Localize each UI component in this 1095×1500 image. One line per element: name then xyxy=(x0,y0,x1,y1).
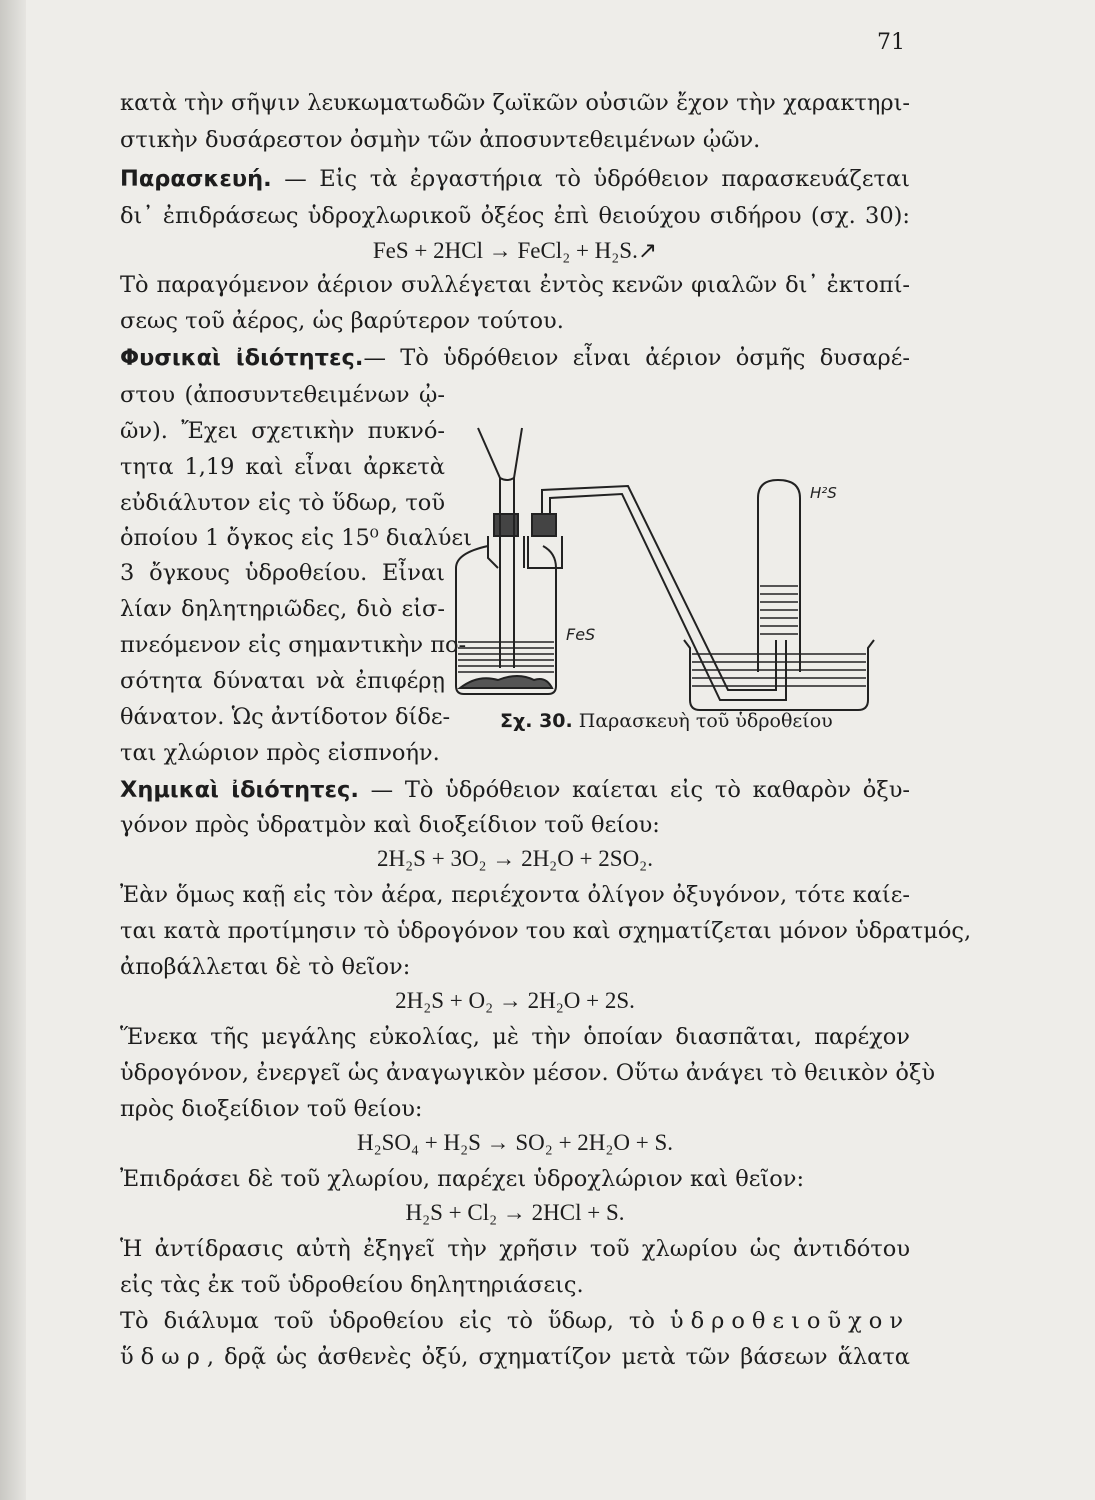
collecting-cylinder xyxy=(758,480,800,672)
preparation-heading: Παρασκευή. xyxy=(120,166,272,192)
text-line: πρὸς διοξείδιον τοῦ θείου: xyxy=(120,1096,423,1122)
equation-fes: FeS + 2HCl → FeCl₂ + H₂S.↗ xyxy=(372,238,658,263)
text-line: ται χλώριον πρὸς εἰσπνοήν. xyxy=(120,740,440,766)
caption-number: Σχ. 30. xyxy=(500,710,573,732)
text-span: , δρᾷ ὡς ἀσθενὲς ὀξύ, σχηματίζον μετὰ τῶν βάσεων ἅλατα xyxy=(206,1344,910,1370)
text-span: Τὸ διάλυμα τοῦ ὑδροθείου εἰς τὸ ὕδωρ, τὸ xyxy=(120,1308,670,1334)
text-line xyxy=(120,1308,910,1334)
text-line: Ἡ ἀντίδρασις αὐτὴ ἐξηγεῖ τὴν χρῆσιν τοῦ χλωρίου ὡς ἀντιδότου xyxy=(120,1236,910,1262)
text-span: — Τὸ ὑδρόθειον καίεται εἰς τὸ καθαρὸν ὀξυ- xyxy=(358,777,910,803)
text-line: ται κατὰ προτίμησιν τὸ ὑδρογόνον του καὶ σχηματίζεται μόνον ὑδρατμός, xyxy=(120,918,972,944)
h2s-label: H²S xyxy=(810,484,837,502)
delivery-tube xyxy=(542,486,786,700)
cylinder-water xyxy=(760,586,798,634)
text-line: τητα 1,19 καὶ εἶναι ἀρκετὰ xyxy=(120,454,445,480)
acid-liquid xyxy=(458,642,554,672)
bottle-shoulder xyxy=(456,546,556,568)
chemical-line xyxy=(120,777,910,803)
text-line xyxy=(120,1344,910,1370)
funnel-neck xyxy=(500,478,514,480)
text-line: ὁποίου 1 ὄγκος εἰς 15⁰ διαλύει xyxy=(120,525,472,551)
equation-combustion: 2H₂S + 3O₂ → 2H₂O + 2SO₂. xyxy=(377,846,653,871)
generator-bottle xyxy=(456,568,556,694)
equation-chlorine: H₂S + Cl₂ → 2HCl + S. xyxy=(405,1200,625,1225)
text-line: σεως τοῦ ἀέρος, ὡς βαρύτερον τούτου. xyxy=(120,308,564,334)
text-line: στικὴν δυσάρεστον ὀσμὴν τῶν ἀποσυντεθειμένων ᾠῶν. xyxy=(120,127,761,153)
physical-heading: Φυσικαὶ ἰδιότητες. xyxy=(120,345,364,371)
fes-solid xyxy=(460,676,552,688)
text-line: λίαν δηλητηριῶδες, διὸ εἰσ- xyxy=(120,596,445,622)
caption-text: Παρασκευὴ τοῦ ὑδροθείου xyxy=(578,710,833,732)
text-span: — Εἰς τὰ ἐργαστήρια τὸ ὑδρόθειον παρασκευάζεται xyxy=(271,166,910,192)
text-line: εἰς τὰς ἐκ τοῦ ὑδροθείου δηλητηριάσεις. xyxy=(120,1272,584,1298)
text-line: εὐδιάλυτον εἰς τὸ ὕδωρ, τοῦ xyxy=(120,490,445,516)
spaced-term: ὕδωρ xyxy=(120,1344,207,1370)
text-line: γόνον πρὸς ὑδρατμὸν καὶ διοξείδιον τοῦ θείου: xyxy=(120,812,660,838)
text-line: ἀποβάλλεται δὲ τὸ θεῖον: xyxy=(120,954,411,980)
figure-caption xyxy=(500,710,833,732)
text-line: σότητα δύναται νὰ ἐπιφέρῃ xyxy=(120,668,445,694)
text-line: Ἐὰν ὅμως καῇ εἰς τὸν ἀέρα, περιέχοντα ὀλίγον ὀξυγόνον, τότε καίε- xyxy=(120,882,910,908)
text-line: ὑδρογόνον, ἐνεργεῖ ὡς ἀναγωγικὸν μέσον. Οὕτω ἀνάγει τὸ θειικὸν ὀξὺ xyxy=(120,1060,936,1086)
text-line: θάνατον. Ὡς ἀντίδοτον δίδε- xyxy=(120,704,451,730)
spaced-term: ὑδροθειοῦχον xyxy=(669,1308,910,1334)
equation-sulfuric: H₂SO₄ + H₂S → SO₂ + 2H₂O + S. xyxy=(356,1130,674,1155)
text-line: 3 ὄγκους ὑδροθείου. Εἶναι xyxy=(120,560,445,586)
page-number: 71 xyxy=(877,30,905,55)
text-line: ῶν). Ἔχει σχετικὴν πυκνό- xyxy=(120,418,445,444)
equation-partial-combustion: 2H₂S + O₂ → 2H₂O + 2S. xyxy=(395,988,635,1013)
text-line: πνεόμενον εἰς σημαντικὴν πο- xyxy=(120,632,467,658)
page-binding-edge xyxy=(0,0,26,1500)
preparation-line xyxy=(120,166,910,192)
text-line: Τὸ παραγόμενον ἀέριον συλλέγεται ἐντὸς κενῶν φιαλῶν δι᾽ ἐκτοπί- xyxy=(120,272,910,298)
text-line: Ἕνεκα τῆς μεγάλης εὐκολίας, μὲ τὴν ὁποίαν διασπᾶται, παρέχον xyxy=(120,1024,910,1050)
physical-line xyxy=(120,345,910,371)
text-line: στου (ἀποσυντεθειμένων ᾠ- xyxy=(120,382,445,408)
text-span: — Τὸ ὑδρόθειον εἶναι ἀέριον ὀσμῆς δυσαρέ- xyxy=(363,345,911,371)
stopper-right xyxy=(532,514,556,536)
chemical-heading: Χημικαὶ ἰδιότητες. xyxy=(120,777,359,803)
trough-water xyxy=(692,654,866,686)
fes-label: FeS xyxy=(566,625,596,644)
h2s-apparatus-figure xyxy=(438,418,908,736)
thistle-funnel-tube xyxy=(478,428,522,668)
text-line: Ἐπιδράσει δὲ τοῦ χλωρίου, παρέχει ὑδροχλώριον καὶ θεῖον: xyxy=(120,1166,805,1192)
text-line: κατὰ τὴν σῆψιν λευκωματωδῶν ζωϊκῶν οὐσιῶν ἔχον τὴν χαρακτηρι- xyxy=(120,90,910,116)
text-line: δι᾽ ἐπιδράσεως ὑδροχλωρικοῦ ὀξέος ἐπὶ θειούχου σιδήρου (σχ. 30): xyxy=(120,203,910,229)
